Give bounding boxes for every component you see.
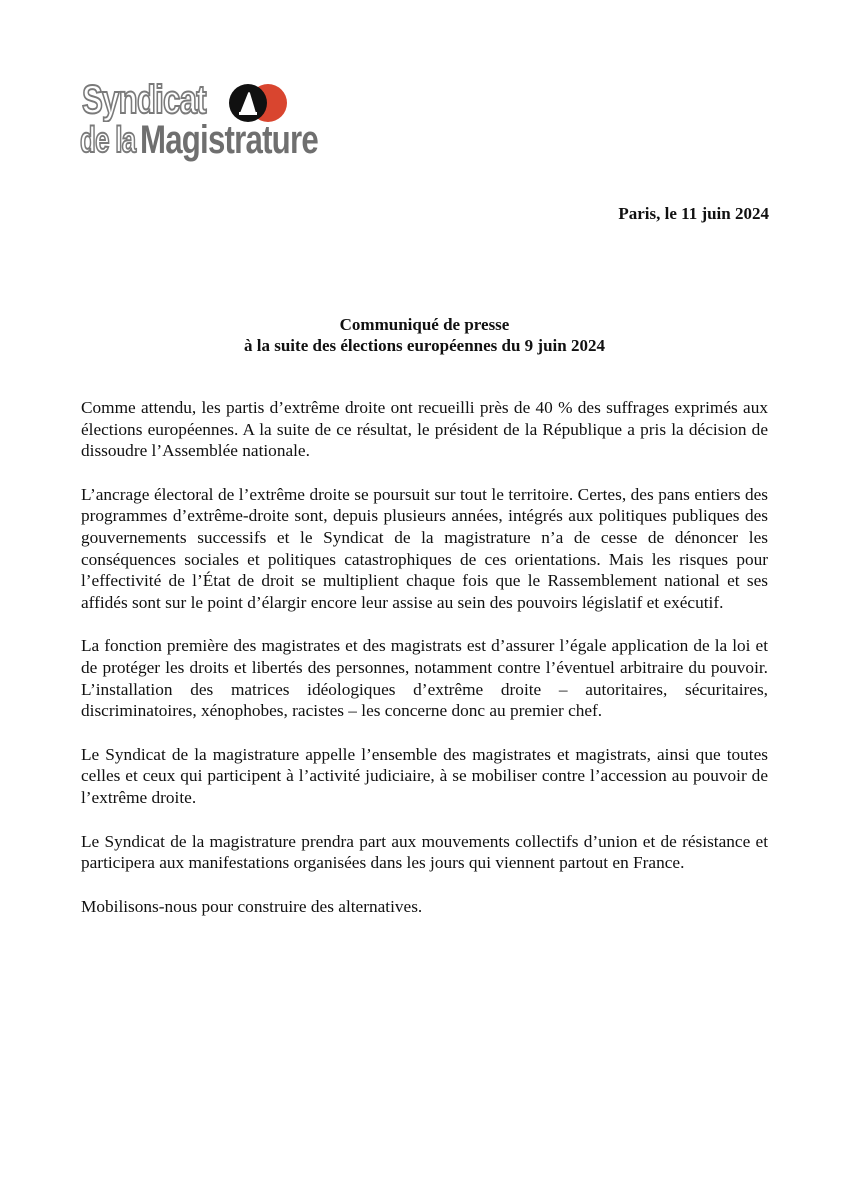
document-title [0,314,849,356]
paragraph: Comme attendu, les partis d’extrême droite ont recueilli près de 40 % des suffrages exprimés aux élections européennes. A la suite de ce résultat, le président de la République a pris la décision de dissoudre l’Assemblée nationale. [81,398,768,461]
title-line-2: à la suite des élections européennes du 9 juin 2024 [244,336,605,355]
title-line-1: Communiqué de presse [339,315,510,334]
paragraph: Le Syndicat de la magistrature prendra part aux mouvements collectifs d’union et de résistance et participera aux manifestations organisées dans les jours qui viennent partout en France. [81,831,768,873]
logo-text-syndicat: Syndicat [82,78,206,122]
paragraph-closing: Mobilisons-nous pour construire des alternatives. [81,896,423,916]
document-body [81,397,768,939]
document-date: Paris, le 11 juin 2024 [618,204,769,223]
syndicat-logo [80,80,330,166]
logo-text-magistrature: Magistrature [140,118,318,162]
paragraph: La fonction première des magistrates et des magistrats est d’assurer l’égale application de la loi et de protéger les droits et libertés des personnes, notamment contre l’éventuel arbitraire du pouvoir. L’installation des matrices idéologiques d’extrême droite – autoritaires, sécuritaires, discriminatoires, xénophobes, racistes – les concerne donc au premier chef. [81,636,768,721]
logo-text-de-la: de la [80,119,136,160]
paragraph: L’ancrage électoral de l’extrême droite se poursuit sur tout le territoire. Certes, des pans entiers des programmes d’extrême-droite sont, depuis plusieurs années, intégrés aux politiques publiques des gouvernements successifs et le Syndicat de la magistrature n’a de cesse de dénoncer les conséquences sociales et politiques catastrophiques de ces orientations. Mais les risques pour l’effectivité de l’État de droit se multiplient chaque fois que le Rassemblement national et ses affidés sont sur le point d’élargir encore leur assise au sein des pouvoirs législatif et exécutif. [81,484,768,612]
paragraph: Le Syndicat de la magistrature appelle l’ensemble des magistrates et magistrats, ainsi que toutes celles et ceux qui participent à l’activité judiciaire, à se mobiliser contre l’accession au pouvoir de l’extrême droite. [81,744,768,807]
